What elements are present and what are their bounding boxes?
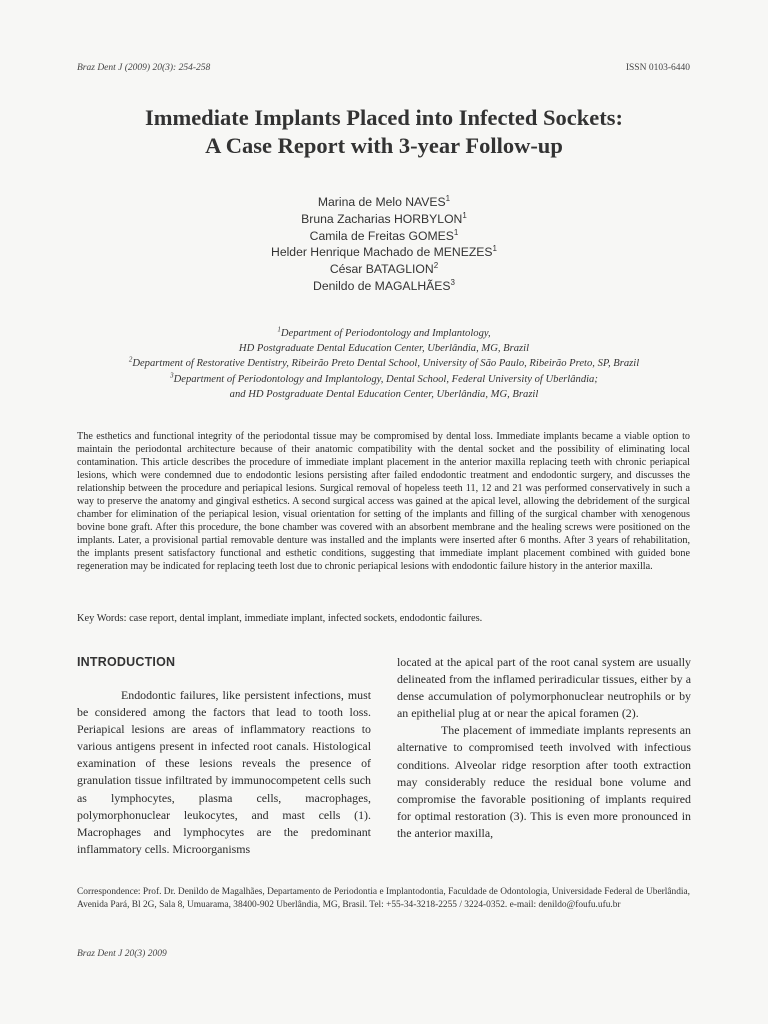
author: Camila de Freitas GOMES$^1$: [309, 227, 459, 243]
affiliation-3-cont: and HD Postgraduate Dental Education Center, Uberlândia, MG, Brazil: [229, 388, 539, 400]
left-column: [77, 687, 371, 858]
section-heading: INTRODUCTION: [77, 655, 176, 669]
author: Bruna Zacharias HORBYLON$^1$: [301, 210, 467, 226]
author: César BATAGLION$^2$: [329, 261, 439, 277]
author: Denildo de MAGALHÃES$^3$: [313, 277, 455, 293]
keywords: Key Words: case report, dental implant, immediate implant, infected sockets, endodontic failures.: [77, 613, 483, 624]
paragraph: located at the apical part of the root canal system are usually delineated from the inflamed periradicular tissues, either by a dense accumulation of polymorphonuclear neutrophils or by an epithelial plug at or near the apical foramen (2).: [397, 655, 691, 721]
correspondence-note: Correspondence: Prof. Dr. Denildo de Magalhães, Departamento de Periodontia e Implantodontia, Faculdade de Odontologia, Universidade Federal de Uberlândia, Avenida Pará, Bl 2G, Sala 8, Umuarama, 38400-902 Uberlândia, MG, Brasil. Tel: +55-34-3218-2255 / 3224-0352. e-mail: denildo@foufu.ufu.br: [77, 887, 690, 910]
title-line-1: Immediate Implants Placed into Infected Sockets:: [144, 105, 624, 130]
author: Marina de Melo NAVES$^1$: [317, 193, 451, 209]
author: Helder Henrique Machado de MENEZES$^1$: [271, 244, 497, 260]
affiliations: [60, 326, 708, 402]
author-list: [180, 194, 588, 295]
affiliation-1-cont: HD Postgraduate Dental Education Center, Uberlândia, MG, Brazil: [238, 343, 530, 355]
page-footer: Braz Dent J 20(3) 2009: [77, 949, 167, 959]
right-column: [397, 654, 691, 842]
abstract: The esthetics and functional integrity of the periodontal tissue may be compromised by dental loss. Immediate implants became a viable option to maintain the periodontal architecture because of their anatomic compatibility with the dental socket and the possibility of eliminating local contamination. This article describes the procedure of immediate implant placement in the anterior maxilla replacing teeth with chronic periapical lesions, which were condemned due to endodontic lesions persisting after failed endodontic treatment and endodontic surgery, and discusses the relationship between the procedure and periapical lesions. Surgical removal of hopeless teeth 11, 12 and 21 was performed conservatively in such a way to preserve the anatomy and gingival esthetics. A second surgical access was gained at the apical level, allowing the debridement of the surgical chamber for elimination of the periapical lesion, visual orientation for setting of the implants and filling of the surgical chamber with xenogenous bovine bone graft. After this procedure, the bone chamber was covered with an absorbent membrane and the healing screws were positioned on the implants. Later, a provisional partial removable denture was installed and the implants were inserted after 6 months. After 3 years of rehabilitation, the implants present satisfactory functional and esthetic conditions, suggesting that immediate implant placement combined with guided bone regeneration may be indicated for replacing teeth lost due to chronic periapical lesions with endodontic failure history in the anterior maxilla.: [77, 431, 690, 572]
paragraph: Endodontic failures, like persistent infections, must be considered among the factors that lead to tooth loss. Periapical lesions are areas of inflammatory reactions to various antigens present in infected root canals. Histological examination of these lesions reveals the presence of granulation tissue infiltrated by immunocompetent cells such as lymphocytes, plasma cells, macrophages, polymorphonuclear leukocytes, and mast cells (1). Macrophages and lymphocytes are the predominant inflammatory cells. Microorganisms: [77, 688, 371, 856]
journal-reference: Braz Dent J (2009) 20(3): 254-258: [77, 63, 211, 73]
paper-title: [60, 104, 708, 160]
affiliation-1: $^1$Department of Periodontology and Implantology,: [277, 325, 491, 339]
title-line-2: A Case Report with 3-year Follow-up: [205, 133, 563, 158]
affiliation-3: $^3$Department of Periodontology and Implantology, Dental School, Federal University of Uberlândia;: [170, 371, 598, 385]
issn: ISSN 0103-6440: [625, 63, 690, 73]
paragraph: The placement of immediate implants represents an alternative to compromised teeth involved with infectious conditions. Alveolar ridge resorption after tooth extraction may considerably reduce the residual bone volume and compromise the favorable positioning of implants required for optimal restoration (3). This is even more pronounced in the anterior maxilla,: [397, 723, 691, 840]
affiliation-2: $^2$Department of Restorative Dentistry, Ribeirão Preto Dental School, University of São Paulo, Ribeirão Preto, SP, Brazil: [128, 355, 640, 370]
